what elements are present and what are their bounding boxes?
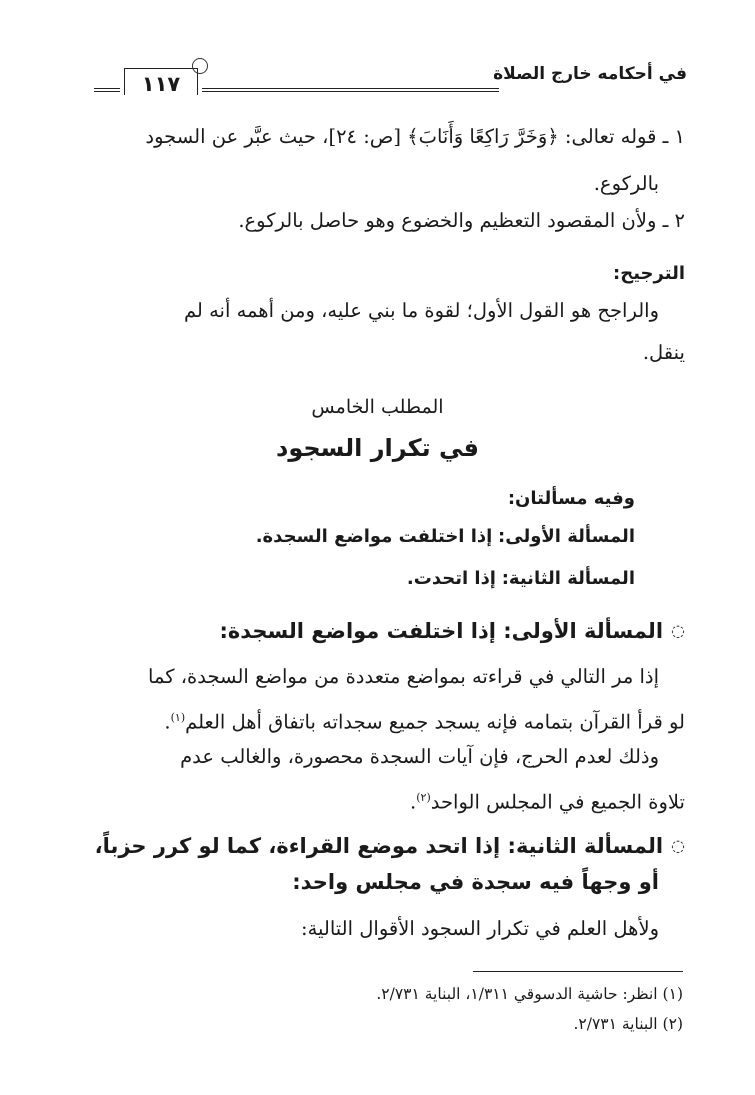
list-item-1-cont: بالركوع. <box>593 172 659 195</box>
question-2 <box>70 563 635 595</box>
tarjih-label: الترجيح: <box>613 263 685 284</box>
question-2-label: المسألة الثانية: <box>501 568 635 589</box>
issue-2-heading <box>60 834 685 858</box>
footnote-1-text: انظر: حاشية الدسوقي ١/٣١١، البناية ٢/٧٣١. <box>376 985 658 1003</box>
footnote-1-num: (١) <box>662 985 683 1003</box>
bullet-icon: ◌ <box>671 621 685 640</box>
question-1-text: إذا اختلفت مواضع السجدة. <box>255 526 493 547</box>
issue-1-text: إذا اختلفت مواضع السجدة: <box>219 619 496 643</box>
section-title: في تكرار السجود <box>276 434 479 462</box>
footnote-2-text: البناية ٢/٧٣١. <box>573 1015 658 1033</box>
para-1-text: لو قرأ القرآن بتمامه فإنه يسجد جميع سجداته باتفاق أهل العلم <box>185 710 685 734</box>
page-header <box>94 62 687 102</box>
footnote-2-num: (٢) <box>662 1015 683 1033</box>
issue-1-heading <box>60 619 685 643</box>
running-title: في أحكامه خارج الصلاة <box>493 64 687 84</box>
question-1-label: المسألة الأولى: <box>498 526 635 547</box>
footnote-ref-2: (٢) <box>416 791 431 804</box>
tarjih-text-1: والراجح هو القول الأول؛ لقوة ما بني عليه، ومن أهمه أنه لم <box>183 299 659 322</box>
para-2-line-2 <box>70 782 685 819</box>
tarjih-text-2: ينقل. <box>642 341 685 364</box>
issue-2-label: المسألة الثانية: <box>507 834 664 858</box>
footnote-divider <box>473 971 683 972</box>
intro-text: وفيه مسألتان: <box>507 488 635 509</box>
question-2-text: إذا اتحدت. <box>406 568 496 589</box>
page-number: ١١٧ <box>124 68 198 95</box>
question-1 <box>70 521 635 553</box>
footnote-2 <box>70 1015 683 1033</box>
issue-1-label: المسألة الأولى: <box>503 619 664 643</box>
para-3: ولأهل العلم في تكرار السجود الأقوال التالية: <box>301 917 659 940</box>
para-1-line-2 <box>70 702 685 739</box>
header-rule <box>202 88 499 92</box>
bullet-icon: ◌ <box>671 836 685 855</box>
section-subtitle: المطلب الخامس <box>311 396 444 418</box>
footnote-1 <box>70 985 683 1003</box>
footnote-ref-1: (١) <box>170 711 186 724</box>
issue-2-text-1: إذا اتحد موضع القراءة، كما لو كرر حزباً، <box>94 834 501 858</box>
list-item-2: ٢ ـ ولأن المقصود التعظيم والخضوع وهو حاصل بالركوع. <box>238 209 685 232</box>
ornament-icon <box>192 58 208 74</box>
list-item-1: ١ ـ قوله تعالى: ﴿وَخَرَّ رَاكِعًا وَأَنَابَ﴾ [ص: ٢٤]، حيث عبَّر عن السجود <box>145 125 685 148</box>
para-1-line-1: إذا مر التالي في قراءته بمواضع متعددة من مواضع السجدة، كما <box>148 665 659 688</box>
para-2-end: . <box>410 790 417 814</box>
para-2-line-1: وذلك لعدم الحرج، فإن آيات السجدة محصورة، والغالب عدم <box>180 745 659 768</box>
para-2-text: تلاوة الجميع في المجلس الواحد <box>430 790 685 814</box>
issue-2-text-2: أو وجهاً فيه سجدة في مجلس واحد: <box>292 870 659 894</box>
para-1-end: . <box>164 710 171 734</box>
header-rule-left <box>94 88 120 92</box>
